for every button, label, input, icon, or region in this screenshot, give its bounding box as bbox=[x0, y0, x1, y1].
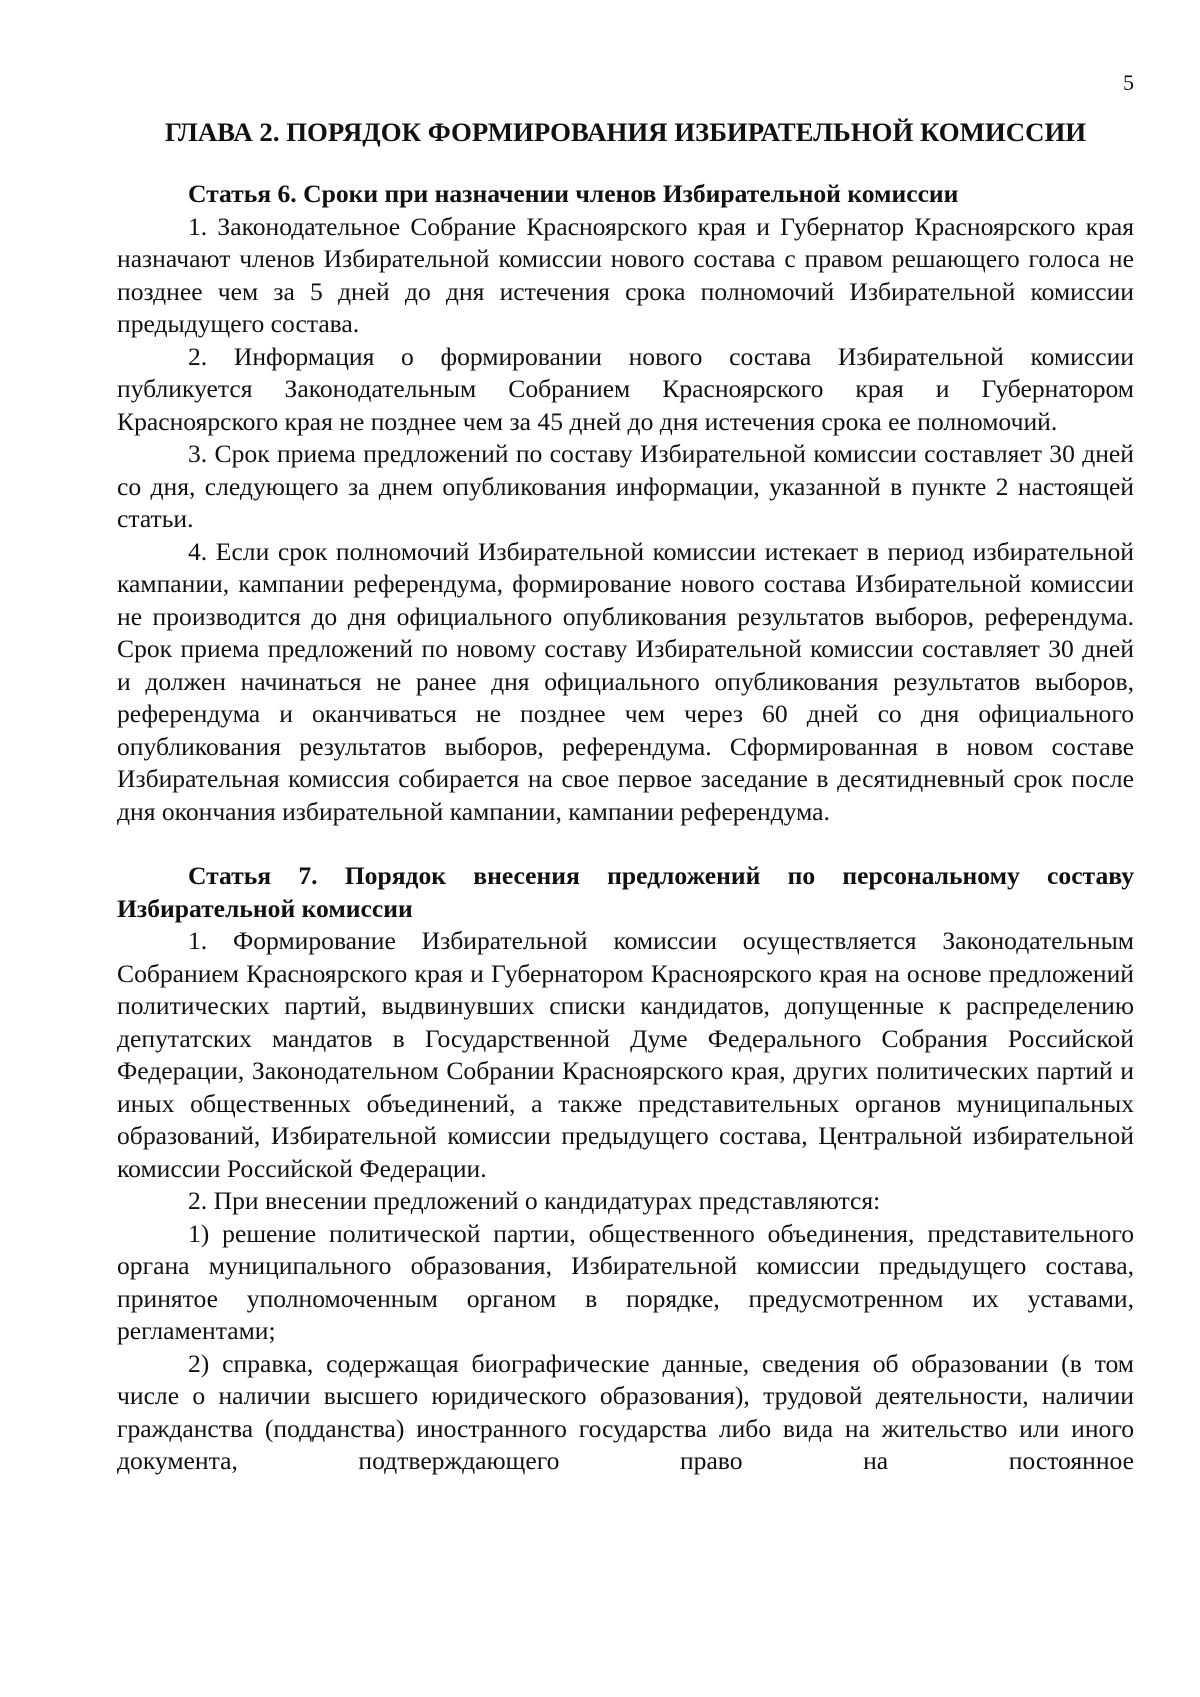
article-title: Статья 6. Сроки при назначении членов Избирательной комиссии bbox=[188, 179, 959, 208]
article-title: Статья 7. Порядок внесения предложений по персональному составу Избирательной комиссии bbox=[117, 861, 1134, 923]
article-7 bbox=[117, 860, 1134, 1478]
article-6 bbox=[117, 178, 1134, 828]
paragraph: 3. Срок приема предложений по составу Избирательной комиссии составляет 30 дней со дня, следующего за днем опубликования информации, указанной в пункте 2 настоящей статьи. bbox=[117, 439, 1134, 533]
paragraph: 2. При внесении предложений о кандидатурах представляются: bbox=[188, 1186, 881, 1215]
chapter-title: ГЛАВА 2. ПОРЯДОК ФОРМИРОВАНИЯ ИЗБИРАТЕЛЬНОЙ КОМИССИИ bbox=[164, 117, 1087, 147]
paragraph: 1. Формирование Избирательной комиссии осуществляется Законодательным Собранием Красноярского края и Губернатором Красноярского края на основе предложений политических партий, выдвинувших списки кандидатов, допущенные к распределению депутатских мандатов в Государственной Думе Федерального Собрания Российской Федерации, Законодательном Собрании Красноярского края, других политических партий и иных общественных объединений, а также представительных органов муниципальных образований, Избирательной комиссии предыдущего состава, Центральной избирательной комиссии Российской Федерации. bbox=[117, 926, 1134, 1183]
paragraph: 4. Если срок полномочий Избирательной комиссии истекает в период избирательной кампании, кампании референдума, формирование нового состава Избирательной комиссии не производится до дня официального опубликования результатов выборов, референдума. Срок приема предложений по новому составу Избирательной комиссии составляет 30 дней и должен начинаться не ранее дня официального опубликования результатов выборов, референдума и оканчиваться не позднее чем через 60 дней со дня официального опубликования результатов выборов, референдума. Сформированная в новом составе Избирательная комиссия собирается на свое первое заседание в десятидневный срок после дня окончания избирательной кампании, кампании референдума. bbox=[117, 536, 1134, 826]
page-number: 5 bbox=[1123, 70, 1134, 95]
paragraph: 2) справка, содержащая биографические данные, сведения об образовании (в том числе о наличии высшего юридического образования), трудовой деятельности, наличии гражданства (подданства) иностранного государства либо вида на жительство или иного документа, подтверждающего право на постоянное bbox=[117, 1348, 1134, 1475]
paragraph: 1. Законодательное Собрание Красноярского края и Губернатор Красноярского края назначают членов Избирательной комиссии нового состава с правом решающего голоса не позднее чем за 5 дней до дня истечения срока полномочий Избирательной комиссии предыдущего состава. bbox=[117, 211, 1134, 338]
paragraph: 2. Информация о формировании нового состава Избирательной комиссии публикуется Законодательным Собранием Красноярского края и Губернатором Красноярского края не позднее чем за 45 дней до дня истечения срока ее полномочий. bbox=[117, 341, 1134, 436]
paragraph: 1) решение политической партии, общественного объединения, представительного органа муниципального образования, Избирательной комиссии предыдущего состава, принятое уполномоченным органом в порядке, предусмотренном их уставами, регламентами; bbox=[117, 1218, 1134, 1345]
